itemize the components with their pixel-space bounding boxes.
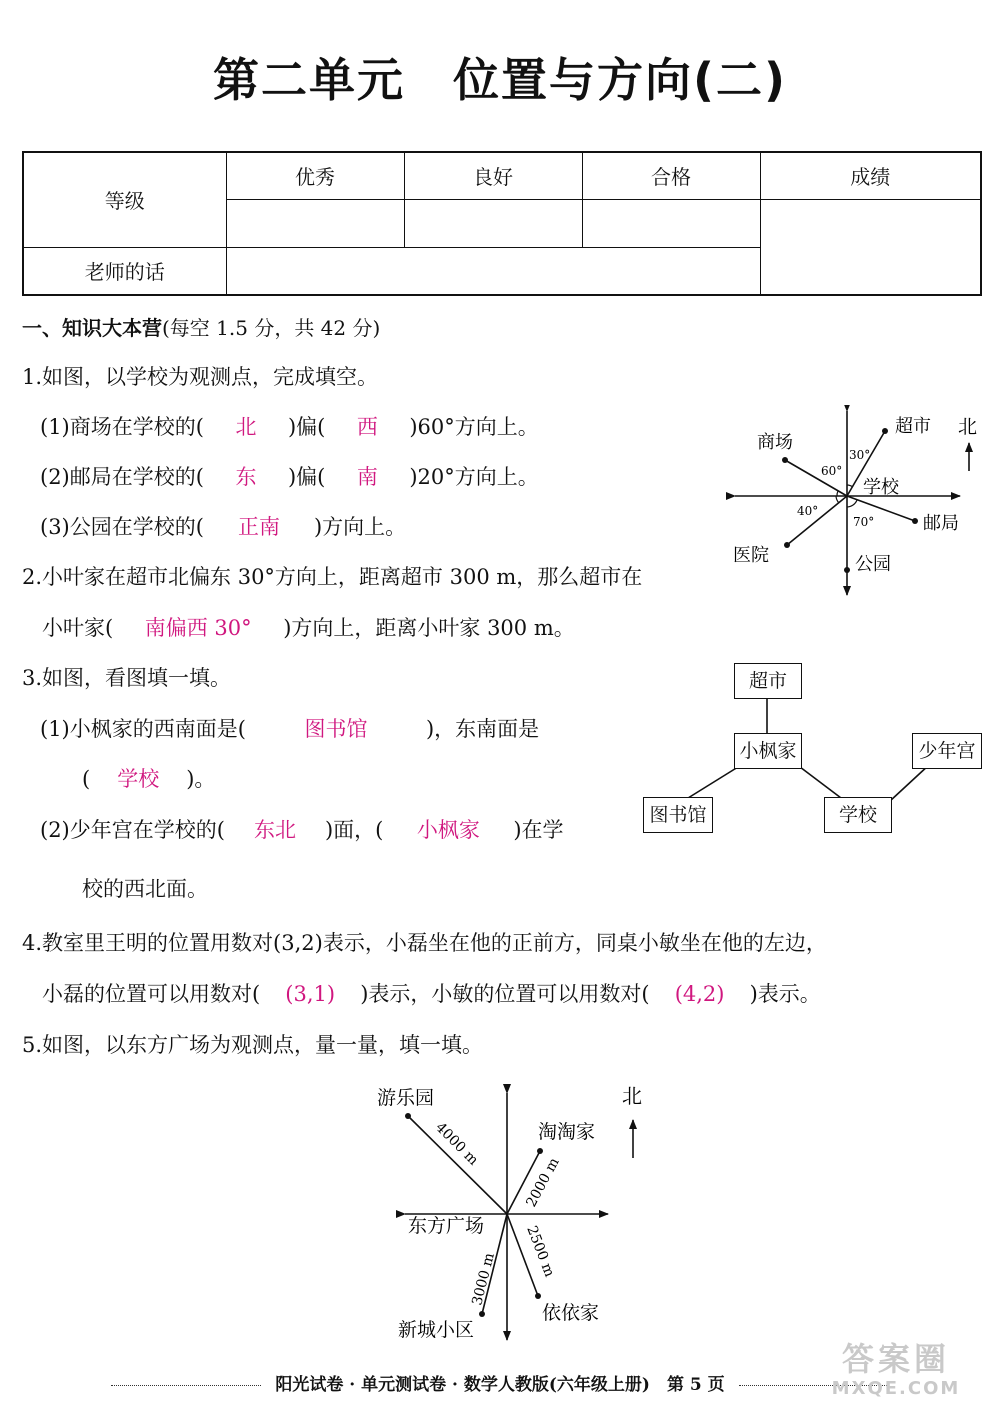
q1-label-hospital: 医院 (733, 545, 769, 566)
q3-box-youth-palace: 少年宫 (912, 733, 982, 769)
footer-rule-left (111, 1385, 261, 1386)
grade-good-cell[interactable] (404, 199, 582, 247)
q1-sub1: (1)商场在学校的( 北 )偏( 西 )60°方向上。 (40, 412, 539, 442)
q1-label-supermarket: 超市 (895, 416, 931, 437)
q1-label-post: 邮局 (923, 513, 959, 534)
q3-stem: 3.如图，看图填一填。 (22, 666, 232, 690)
q3-box-library: 图书馆 (643, 797, 713, 833)
q5-compass-figure (360, 1078, 660, 1348)
q1-north-label: 北 (958, 416, 978, 438)
page-footer: 阳光试卷 · 单元测试卷 · 数学人教版(六年级上册) 第 5 页 (0, 1370, 1000, 1395)
q2-line2: 小叶家( 南偏西 30° )方向上，距离小叶家 300 m。 (42, 613, 575, 643)
q3-sub2: (2)少年宫在学校的( 东北 )面，( 小枫家 )在学 (40, 815, 564, 845)
q3-answer-2b[interactable]: 小枫家 (416, 818, 480, 842)
q1-label-park: 公园 (855, 554, 891, 575)
grade-level-label: 等级 (23, 152, 226, 247)
q1-angle-40: 40° (797, 504, 819, 518)
q3-box-home: 小枫家 (734, 733, 802, 769)
q3-answer-1b[interactable]: 学校 (117, 767, 160, 791)
page-title: 第二单元 位置与方向(二) (212, 53, 788, 107)
q1-label-school: 学校 (863, 477, 899, 498)
q4-line2: 小磊的位置可以用数对( (3,1) )表示，小敏的位置可以用数对( (4,2) )表示。 (42, 979, 821, 1009)
q1-angle-30: 30° (849, 448, 871, 462)
q1-answer-2b[interactable]: 南 (356, 465, 378, 489)
q4-answer-1[interactable]: (3,1) (285, 982, 336, 1006)
q1-answer-2a[interactable]: 东 (235, 465, 257, 489)
q1-stem: 1.如图，以学校为观测点，完成填空。 (22, 365, 379, 389)
q1-answer-1a[interactable]: 北 (235, 415, 257, 439)
q5-label-xincheng: 新城小区 (398, 1319, 475, 1341)
score-cell[interactable] (760, 199, 981, 295)
q4-line1: 4.教室里王明的位置用数对(3,2)表示，小磊坐在他的正前方，同桌小敏坐在他的左边， (22, 931, 827, 955)
q3-sub2-cont: 校的西北面。 (82, 877, 208, 901)
q3-sub1: (1)小枫家的西南面是( 图书馆 )，东南面是 (40, 714, 539, 744)
q1-label-market: 商场 (757, 432, 793, 453)
q5-label-taotao: 淘淘家 (538, 1121, 596, 1143)
grade-pass-cell[interactable] (582, 199, 760, 247)
watermark-logo: 答案圈 MXQE.COM (831, 1340, 961, 1399)
q1-answer-3[interactable]: 正南 (237, 515, 280, 539)
q3-box-supermarket: 超市 (734, 663, 802, 699)
q2-answer[interactable]: 南偏西 30° (144, 616, 252, 640)
grade-pass: 合格 (582, 152, 760, 199)
grade-table (22, 151, 982, 296)
q5-dist-xincheng: 3000 m (469, 1251, 498, 1307)
teacher-label: 老师的话 (23, 247, 226, 295)
q5-label-park: 游乐园 (377, 1087, 435, 1109)
q3-sub1-cont: ( 学校 )。 (82, 764, 215, 794)
section-heading: 一、知识大本营(每空 1.5 分，共 42 分) (22, 316, 381, 340)
q1-angle-70: 70° (853, 515, 875, 529)
q3-box-school: 学校 (824, 797, 892, 833)
q3-answer-1a[interactable]: 图书馆 (304, 717, 368, 741)
q4-answer-2[interactable]: (4,2) (674, 982, 725, 1006)
q1-compass-figure (725, 405, 995, 600)
q1-sub3: (3)公园在学校的( 正南 )方向上。 (40, 512, 406, 542)
grade-excellent: 优秀 (226, 152, 404, 199)
teacher-comment-cell[interactable] (226, 247, 760, 295)
grade-excellent-cell[interactable] (226, 199, 404, 247)
q2-line1: 2.小叶家在超市北偏东 30°方向上，距离超市 300 m，那么超市在 (22, 565, 643, 589)
q1-sub2: (2)邮局在学校的( 东 )偏( 南 )20°方向上。 (40, 462, 539, 492)
q1-answer-1b[interactable]: 西 (356, 415, 378, 439)
grade-score-label: 成绩 (760, 152, 981, 199)
q5-label-center: 东方广场 (408, 1215, 485, 1237)
q5-dist-park: 4000 m (432, 1119, 482, 1169)
q3-answer-2a[interactable]: 东北 (253, 818, 296, 842)
q5-north-label: 北 (622, 1084, 642, 1108)
q5-stem: 5.如图，以东方广场为观测点，量一量，填一填。 (22, 1033, 484, 1057)
q5-dist-yiyi: 2500 m (523, 1223, 558, 1280)
q5-label-yiyi: 依依家 (542, 1302, 600, 1324)
q5-dist-taotao: 2000 m (523, 1155, 563, 1210)
grade-good: 良好 (404, 152, 582, 199)
q1-angle-60: 60° (821, 464, 843, 478)
